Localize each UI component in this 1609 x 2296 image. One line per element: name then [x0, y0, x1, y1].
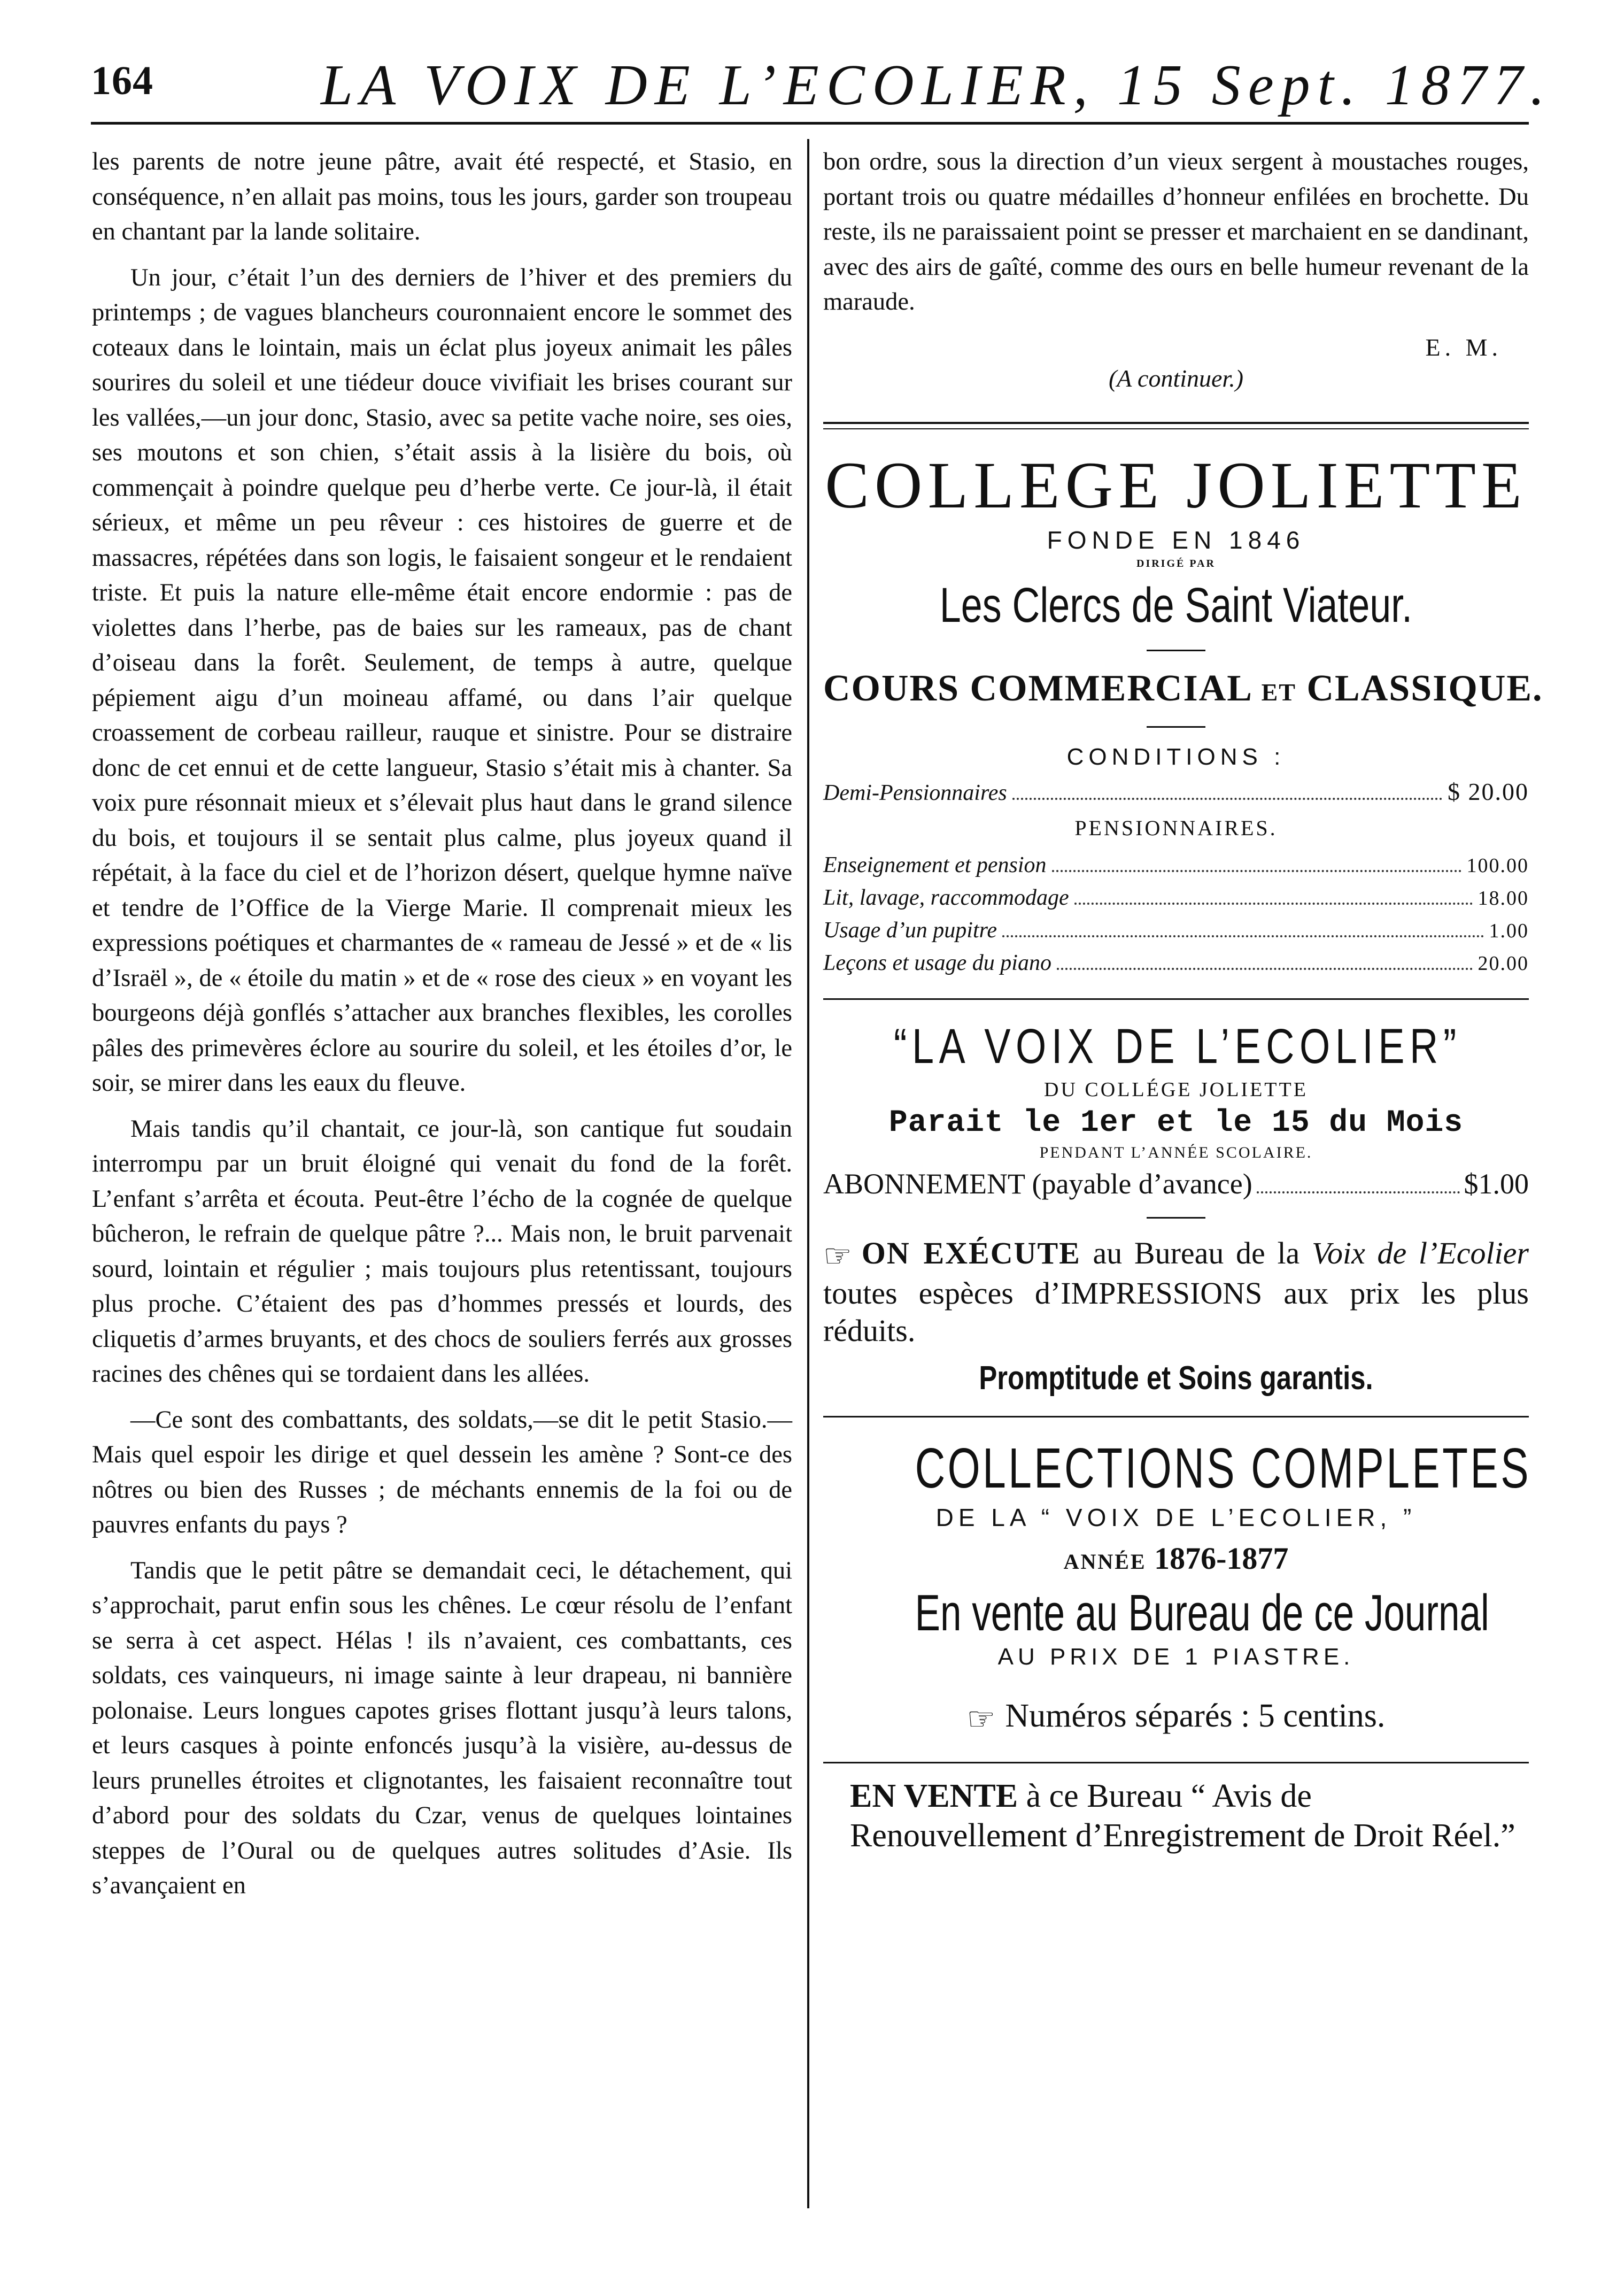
leader-dots	[1052, 870, 1461, 872]
du-college-line: DU COLLÉGE JOLIETTE	[1044, 1078, 1308, 1101]
pensionnaires-title: PENSIONNAIRES.	[1074, 815, 1278, 840]
section-rule	[823, 998, 1529, 1000]
avis-lead: EN VENTE	[850, 1777, 1018, 1814]
cours-line	[823, 667, 1543, 710]
single-issue-line	[823, 1697, 1529, 1738]
price-label: Usage d’un pupitre	[823, 918, 997, 943]
subscription-label: ABONNEMENT (payable d’avance)	[823, 1167, 1252, 1200]
price-row	[823, 849, 1529, 882]
section-rule	[823, 1416, 1529, 1417]
page-header	[91, 47, 1552, 127]
cours-et: ET	[1261, 678, 1296, 706]
leader-dots	[1257, 1191, 1460, 1193]
school-year-line: PENDANT L’ANNÉE SCOLAIRE.	[1039, 1143, 1313, 1161]
directed-by-line: DIRIGÉ PAR	[1136, 557, 1216, 569]
publication-schedule: Parait le 1er et le 15 du Mois	[888, 1105, 1464, 1141]
printing-text	[823, 1235, 1529, 1350]
price-row	[823, 914, 1529, 947]
price-label: Lit, lavage, raccommodage	[823, 885, 1069, 910]
price-amount: 1.00	[1489, 919, 1529, 942]
collections-title: COLLECTIONS COMPLETES	[915, 1437, 1531, 1500]
newspaper-title: LA VOIX DE L’ECOLIER, 15 Sept. 1877.	[321, 53, 1552, 117]
single-issue-text: Numéros séparés : 5 centins.	[1005, 1698, 1386, 1735]
price-amount: 100.00	[1466, 854, 1529, 877]
pointing-hand-icon: ☞	[966, 1701, 996, 1737]
collections-year	[823, 1540, 1529, 1576]
leader-dots	[1012, 798, 1442, 800]
price-label: Enseignement et pension	[823, 852, 1047, 877]
price-row	[823, 776, 1529, 809]
voix-advertisement	[823, 1019, 1529, 1201]
price-label: Leçons et usage du piano	[823, 950, 1051, 975]
short-rule	[1147, 650, 1205, 651]
leader-dots	[1057, 968, 1473, 970]
college-advertisement	[823, 448, 1543, 980]
year-value: 1876-1877	[1154, 1541, 1289, 1576]
voix-title: “LA VOIX DE L’ECOLIER”	[894, 1019, 1461, 1074]
pointing-hand-icon: ☞	[823, 1238, 852, 1274]
left-column	[92, 144, 792, 1914]
college-title: COLLEGE JOLIETTE	[825, 448, 1527, 522]
header-rule	[91, 122, 1529, 125]
price-amount: 18.00	[1478, 887, 1529, 910]
short-rule	[1147, 726, 1205, 728]
printing-text-b: toutes espèces d’IMPRESSIONS aux prix les plus réduits.	[823, 1276, 1529, 1349]
conditions-title: CONDITIONS :	[1066, 743, 1286, 770]
story-paragraph: bon ordre, sous la direction d’un vieux sergent à moustaches rouges, portant trois ou quatre médailles d’honneur enfilées en brochette. Du reste, ils ne paraissaient point se presser et marchaient en se dandinant, avec des airs de gaîté, comme des ours en belle humeur revenant de la maraude.	[823, 148, 1529, 315]
cours-commercial: COURS COMMERCIAL	[823, 667, 1251, 709]
subscription-row	[823, 1167, 1529, 1201]
price-row	[823, 947, 1529, 980]
clercs-line: Les Clercs de Saint Viateur.	[939, 577, 1413, 633]
subscription-amount: $1.00	[1464, 1167, 1529, 1200]
story-paragraph: Mais tandis qu’il chantait, ce jour-là, son cantique fut soudain interrompu par un bruit éloigné qui venait du fond de la forêt. L’enfant s’arrêta et écouta. Peut-être l’écho de la cognée de quelque bûcheron, le refrain de quelque pâtre ?... Mais non, le bruit parvenait sourd, lointain et régulier ; mais toujours plus retentissant, toujours plus proche. C’étaient des pas d’hommes pressés et lourds, des cliquetis d’armes bruyants, et des chocs de souliers ferrés aux grosses racines des chênes qui se tordaient dans les allées.	[92, 1115, 792, 1388]
price-line: AU PRIX DE 1 PIASTRE.	[997, 1644, 1355, 1670]
price-label: Demi-Pensionnaires	[823, 780, 1007, 805]
leader-dots	[1074, 903, 1473, 905]
printing-advertisement	[823, 1235, 1529, 1398]
founded-line: FONDE EN 1846	[1047, 526, 1305, 554]
printing-text-a: au Bureau de la	[1093, 1235, 1300, 1270]
year-label: ANNÉE	[1063, 1550, 1147, 1574]
story-paragraph: Tandis que le petit pâtre se demandait ceci, le détachement, qui s’approchait, parut enfin sous les chênes. Le cœur résolu de l’enfant se serra à cet aspect. Hélas ! ils n’avaient, ces combattants, ces soldats, ces vainqueurs, ni image sainte à leur drapeau, ni bannière polonaise. Leurs longues capotes grises flottant jusqu’à leurs talons, et leurs casques à pointe enfoncés jusqu’à la visière, au-dessus de leurs prunelles étroites et clignotantes, les faisaient reconnaître tout d’abord pour des soldats du Czar, venus de quelques lointaines steppes de l’Oural ou de quelques autres solitudes d’Asie. Ils s’avançaient en	[92, 1557, 792, 1899]
sale-line: En vente au Bureau de ce Journal	[915, 1584, 1489, 1642]
avis-text: à ce Bureau “ Avis de Renouvellement d’Enregistrement de Droit Réel.”	[850, 1777, 1515, 1854]
printing-italic: Voix de l’Ecolier	[1311, 1235, 1529, 1270]
story-paragraph: Un jour, c’était l’un des derniers de l’hiver et des premiers du printemps ; de vagues blancheurs couronnaient encore le sommet des coteaux dans le lointain, mais un éclat plus joyeux animait les pâles sourires du soleil et une tiédeur douce vivifiait les brises courant sur les vallées,—un jour donc, Stasio, avec sa petite vache noire, ses oies, ses moutons et son chien, s’était assis à la lisière du bois, où commençait à poindre quelque peu d’herbe verte. Ce jour-là, il était sérieux, et même un peu rêveur : ces histoires de guerre et de massacres, répétées dans son logis, le faisaient songeur et le rendaient triste. Et puis la nature elle-même était encore endormie : pas de violettes dans l’herbe, pas de baies sur les rameaux, pas de chant d’oiseau dans la forêt. Seulement, de temps à autre, quelque pépiement aigu d’un moineau affamé, ou dans l’air quelque croassement de corbeau railleur, rauque et sinistre. Pour se distraire donc de cet ennui et de cette langueur, Stasio s’était mis à chanter. Sa voix pure résonnait mieux et s’élevait plus haut dans le grand silence du bois, et toujours il se sentait plus calme, plus joyeux quand il répétait, à la face du ciel et de l’horizon désert, quelque hymne naïve et tendre de l’Office de la Vierge Marie. Il comprenait mieux les expressions poétiques et charmantes de « rameau de Jessé » et de « lis d’Israël », de « étoile du matin » et de « rose des cieux » en voyant les bourgeons déjà gonflés s’attacher aux branches flexibles, les corolles pâles des primevères éclore au sourire du soleil, et les étoiles d’or, le soir, se mirer dans les eaux du fleuve.	[92, 264, 792, 1097]
author-signature: E. M.	[1425, 333, 1502, 361]
price-row	[823, 882, 1529, 914]
continued-note: (A continuer.)	[1108, 364, 1244, 392]
section-rule	[823, 422, 1529, 429]
avis-notice	[823, 1776, 1529, 1855]
right-column	[823, 144, 1543, 1855]
cours-classique: CLASSIQUE.	[1306, 667, 1543, 709]
column-divider	[807, 139, 809, 2208]
printing-lead: ON EXÉCUTE	[861, 1235, 1081, 1270]
story-paragraph: les parents de notre jeune pâtre, avait été respecté, et Stasio, en conséquence, n’en allait pas moins, tous les jours, garder son troupeau en chantant par la lande solitaire.	[92, 148, 792, 245]
leader-dots	[1002, 935, 1483, 937]
price-amount: 20.00	[1478, 952, 1529, 975]
price-amount: $ 20.00	[1448, 777, 1529, 805]
promptitude-line: Promptitude et Soins garantis.	[979, 1360, 1373, 1397]
short-rule	[1147, 1217, 1205, 1219]
collections-subtitle: DE LA “ VOIX DE L’ECOLIER, ”	[935, 1504, 1417, 1532]
section-rule	[823, 1762, 1529, 1763]
collections-advertisement	[823, 1436, 1529, 1670]
story-paragraph: —Ce sont des combattants, des soldats,—se dit le petit Stasio.—Mais quel espoir les dirige et quel dessein les amène ? Sont-ce des nôtres ou bien des Russes ; de méchants ennemis de la foi ou de pauvres enfants du pays ?	[92, 1406, 792, 1538]
page-number: 164	[91, 58, 153, 103]
